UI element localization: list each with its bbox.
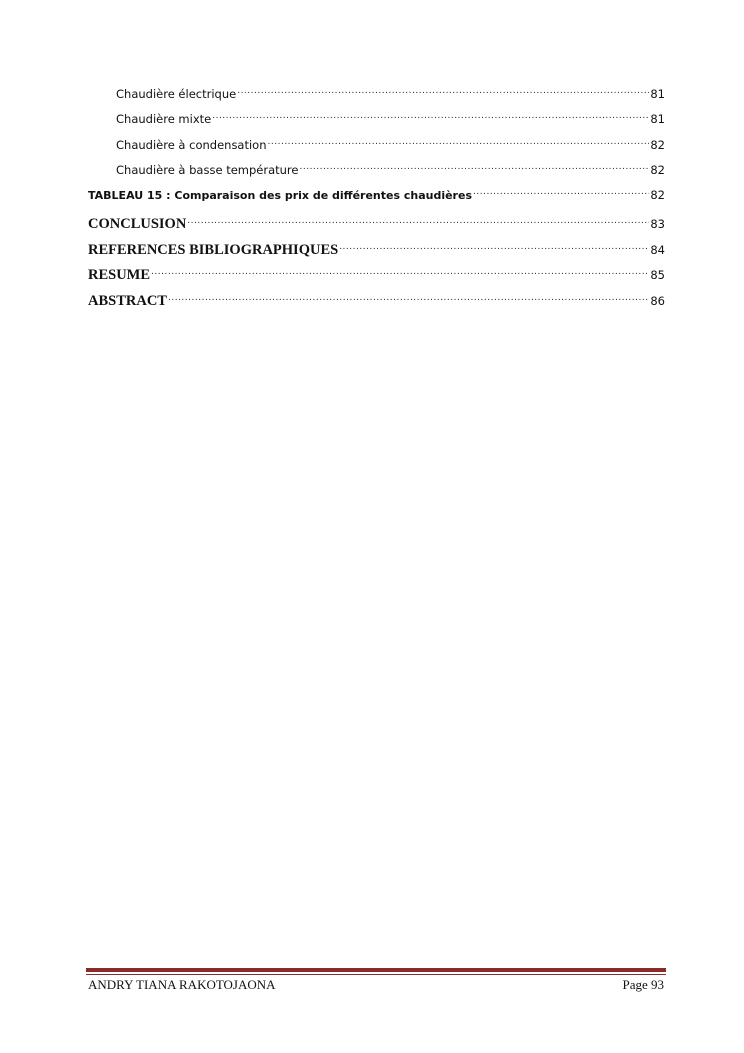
footer-page-number: Page 93	[622, 977, 664, 992]
toc-entry-chaudiere-condensation[interactable]	[88, 137, 665, 163]
toc-entry-chaudiere-basse-temperature[interactable]	[88, 163, 665, 189]
toc-entry-abstract[interactable]	[88, 290, 665, 316]
toc-entry-page: 81	[650, 86, 665, 101]
footer-divider-thick	[86, 968, 666, 972]
dot-leader	[187, 214, 649, 229]
footer-divider-thin	[86, 974, 666, 975]
toc-entry-page: 82	[650, 137, 665, 152]
toc-entry-tableau-15[interactable]	[88, 188, 665, 214]
toc-entry-page: 85	[650, 268, 665, 282]
toc-entry-label: Chaudière mixte	[116, 112, 212, 126]
toc-entry-page: 82	[650, 188, 665, 202]
toc-entry-chaudiere-mixte[interactable]	[88, 112, 665, 138]
toc-entry-label: REFERENCES BIBLIOGRAPHIQUES	[88, 241, 339, 258]
toc-entry-page: 83	[650, 217, 665, 231]
dot-leader	[237, 86, 649, 98]
dot-leader	[299, 163, 649, 175]
toc-entry-page: 82	[650, 163, 665, 177]
toc-entry-label: Chaudière à condensation	[116, 137, 267, 152]
toc-entry-references[interactable]	[88, 239, 665, 265]
toc-entry-label: TABLEAU 15 : Comparaison des prix de différentes chaudières	[88, 189, 472, 202]
footer-author: ANDRY TIANA RAKOTOJAONA	[88, 977, 276, 992]
table-of-contents	[88, 86, 665, 316]
toc-entry-label: Chaudière électrique	[116, 86, 237, 101]
dot-leader	[212, 112, 649, 124]
dot-leader	[473, 188, 649, 199]
toc-entry-label: ABSTRACT	[88, 292, 167, 309]
dot-leader	[268, 137, 650, 149]
toc-entry-page: 81	[650, 112, 665, 126]
toc-entry-label: Chaudière à basse température	[116, 163, 299, 177]
toc-entry-conclusion[interactable]	[88, 214, 665, 240]
toc-entry-page: 86	[650, 293, 665, 308]
dot-leader	[339, 239, 649, 254]
dot-leader	[168, 290, 649, 305]
toc-entry-chaudiere-electrique[interactable]	[88, 86, 665, 112]
toc-entry-label: CONCLUSION	[88, 216, 187, 232]
toc-entry-label: RESUME	[88, 267, 151, 283]
toc-entry-page: 84	[650, 242, 665, 257]
dot-leader	[151, 265, 649, 280]
toc-entry-resume[interactable]	[88, 265, 665, 291]
